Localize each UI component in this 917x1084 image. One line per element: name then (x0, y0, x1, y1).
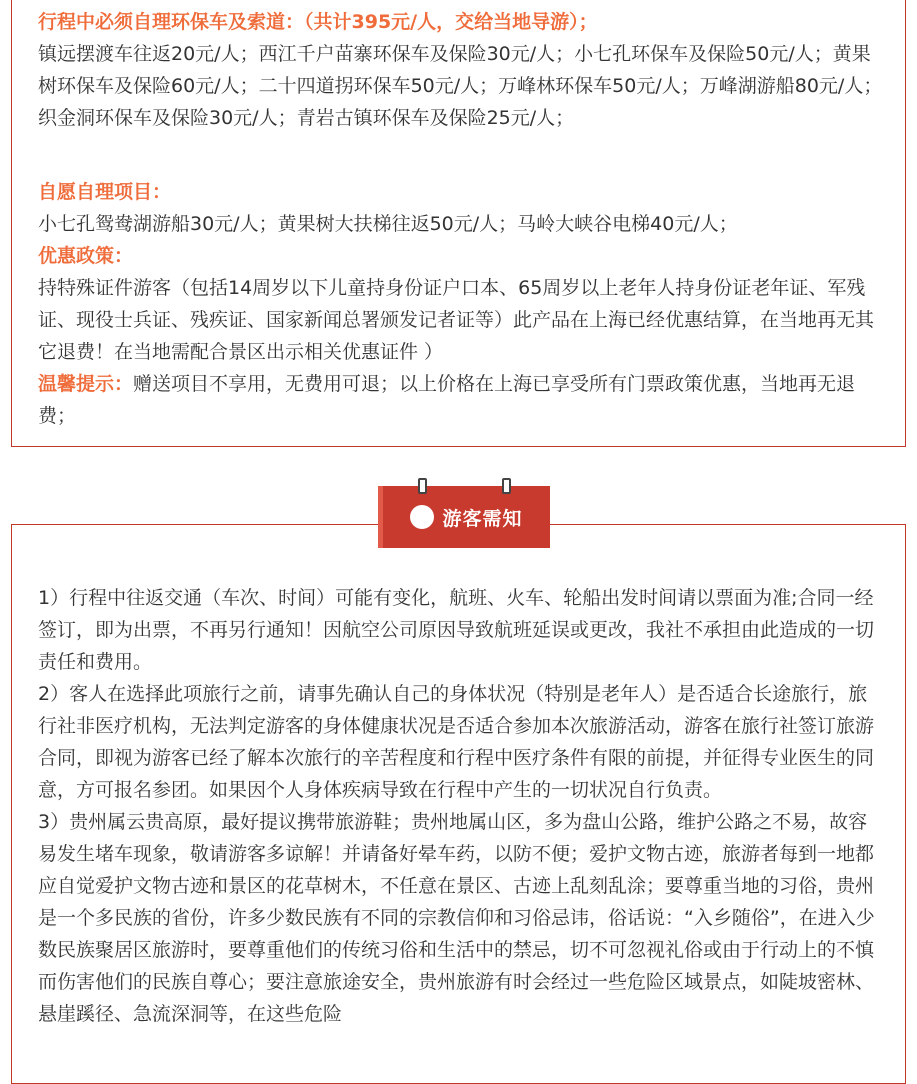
warm-tip-heading: 温馨提示： (38, 373, 134, 395)
pin-right-icon (502, 478, 511, 494)
notice-item-1: 1）行程中往返交通（车次、时间）可能有变化，航班、火车、轮船出发时间请以票面为准;合同一经签订，即为出票，不再另行通知！因航空公司原因导致航班延误或更改，我社不承担由此造成的一切责任和费用。 (38, 587, 875, 673)
notice-badge (378, 478, 550, 550)
optional-items-text: 小七孔鸳鸯湖游船30元/人；黄果树大扶梯往返50元/人；马岭大峡谷电梯40元/人； (38, 213, 738, 235)
badge-body (383, 486, 550, 548)
notice-content (38, 582, 886, 1030)
discount-policy-text: 持特殊证件游客（包括14周岁以下儿童持身份证户口本、65周岁以上老年人持身份证老年证、军残证、现役士兵证、残疾证、国家新闻总署颁发记者证等）此产品在上海已经优惠结算，在当地再无其它退费！在当地需配合景区出示相关优惠证件 ） (38, 277, 875, 363)
badge-label: 游客需知 (442, 507, 523, 530)
circle-icon (410, 505, 434, 529)
fees-content (38, 6, 884, 432)
discount-policy-heading: 优惠政策： (38, 245, 134, 267)
optional-items-heading: 自愿自理项目： (38, 181, 172, 203)
warm-tip-paragraph (38, 368, 884, 432)
notice-item-3: 3）贵州属云贵高原，最好提议携带旅游鞋；贵州地属山区，多为盘山公路，维护公路之不易，故容易发生堵车现象，敬请游客多谅解！并请备好晕车药，以防不便；爱护文物古迹，旅游者每到一地都应自觉爱护文物古迹和景区的花草树木，不任意在景区、古迹上乱刻乱涂；要尊重当地的习俗，贵州是一个多民族的省份，许多少数民族有不同的宗教信仰和习俗忌讳，俗话说：“入乡随俗”，在进入少数民族聚居区旅游时，要尊重他们的传统习俗和生活中的禁忌，切不可忽视礼俗或由于行动上的不慎而伤害他们的民族自尊心；要注意旅途安全，贵州旅游有时会经过一些危险区域景点，如陡坡密林、悬崖蹊径、急流深洞等，在这些危险 (38, 811, 875, 1025)
required-fees-heading: 行程中必须自理环保车及索道：（共计395元/人，交给当地导游）； (38, 11, 598, 33)
notice-item-2: 2）客人在选择此项旅行之前，请事先确认自己的身体状况（特别是老年人）是否适合长途旅行，旅行社非医疗机构，无法判定游客的身体健康状况是否适合参加本次旅游活动，游客在旅行社签订旅游合同，即视为游客已经了解本次旅行的辛苦程度和行程中医疗条件有限的前提，并征得专业医生的同意，方可报名参团。如果因个人身体疾病导致在行程中产生的一切状况自行负责。 (38, 683, 875, 801)
required-fees-text: 镇远摆渡车往返20元/人；西江千户苗寨环保车及保险30元/人；小七孔环保车及保险50元/人；黄果树环保车及保险60元/人；二十四道拐环保车50元/人；万峰林环保车50元/人；万峰湖游船80元/人；织金洞环保车及保险30元/人；青岩古镇环保车及保险25元/人； (38, 43, 883, 129)
pin-left-icon (418, 478, 427, 494)
warm-tip-text: 赠送项目不享用，无费用可退；以上价格在上海已享受所有门票政策优惠，当地再无退费； (38, 373, 856, 427)
